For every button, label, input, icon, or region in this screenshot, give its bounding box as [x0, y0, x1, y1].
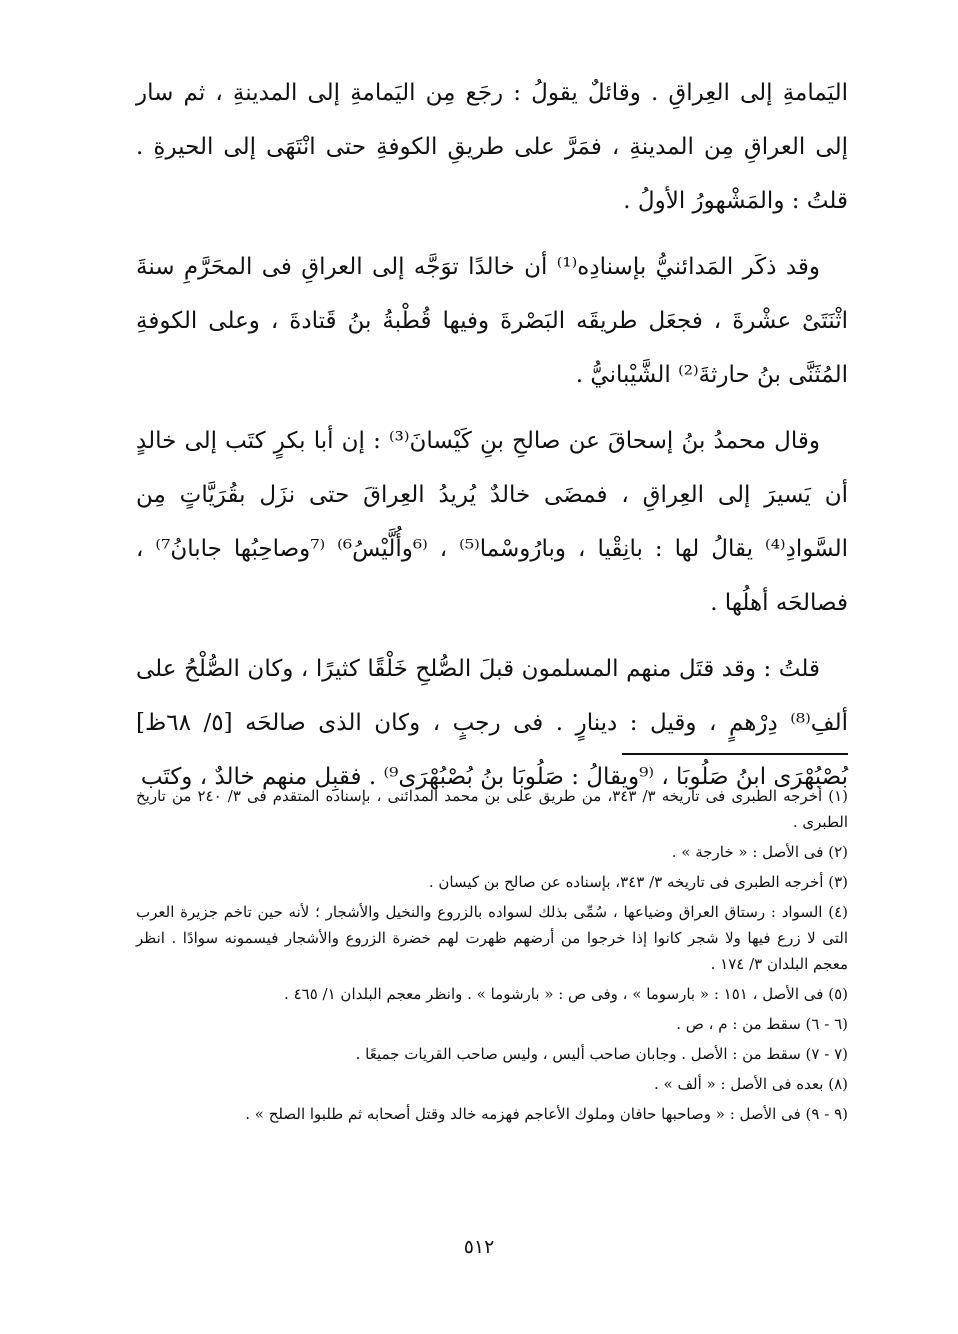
- footnote-5: (٥) فى الأصل ، ١٥١ : « بارسوما » ، وفى ص : « بارشوما » . وانظر معجم البلدان ١/ ٤٦٥ .: [284, 985, 848, 1003]
- footnote-9: (٩ - ٩) فى الأصل : « وصاحبها حافان وملوك الأعاجم فهزمه خالد وقتل أصحابه ثم طلبوا الصلح » .: [245, 1105, 848, 1123]
- paragraph-4: قلتُ : وقد قتَل منهم المسلمون قبلَ الصُّلحِ خَلْقًا كثيرًا ، وكان الصُّلْحُ على ألفِ⁽⁸⁾ دِرْهمٍ ، وقيل : دينارٍ . فى رجبٍ ، وكان الذى صالحَه [٥/ ٦٨ظ] بُصْبُهْرَى ابنُ صَلُوبَا ، ⁽⁹ويقالُ : صَلُوبَا بنُ بُصْبُهْرَى⁹⁾ . فقبِل منهم خالدٌ ، وكتَب: [136, 656, 848, 790]
- footnote-1: (١) أخرجه الطبرى فى تاريخه ٣/ ٣٤٣، من طريق على بن محمد المدائنى ، بإسناده المتقدم فى ٣/ ٢٤٠ من تاريخ الطبرى .: [136, 787, 849, 831]
- footnote-divider: [622, 753, 848, 755]
- page-number: ٥١٢: [463, 1236, 495, 1258]
- paragraph-2: وقد ذكَر المَدائنيُّ بإسنادِه⁽¹⁾ أن خالدًا توَجَّه إلى العراقِ فى المحَرَّمِ سنةَ اثْنَتَىْ عشْرةَ ، فجعَل طريقَه البَصْرةَ وفيها قُطْبةُ بنُ قَتادةَ ، وعلى الكوفةِ المُثَنَّى بنُ حارثةَ⁽²⁾ الشَّيْبانيُّ .: [136, 254, 848, 388]
- footnote-4: (٤) السواد : رستاق العراق وضياعها ، سُمِّى بذلك لسواده بالزروع والنخيل والأشجار ؛ لأنه حين تاخم جزيرة العرب التى لا زرع فيها ولا شجر كانوا إذا خرجوا من أرضهم ظهرت لهم خضرة الزروع والأشجار فيسمونه سوادًا . انظر معجم البلدان ٣/ ١٧٤ .: [136, 903, 848, 973]
- footnote-6: (٦ - ٦) سقط من : م ، ص .: [676, 1015, 848, 1033]
- paragraph-3: وقال محمدُ بنُ إسحاقَ عن صالحِ بنِ كَيْسانَ⁽³⁾ : إن أبا بكرٍ كتَب إلى خالدٍ أن يَسيرَ إلى العِراقِ ، فمضَى خالدٌ يُريدُ العِراقَ حتى نزَل بقُرَيَّاتٍ مِن السَّوادِ⁽⁴⁾ يقالُ لها : بانِقْيا ، وبارُوسْما⁽⁵⁾ ، ⁽⁶وأُلَّيْسُ⁶⁾ ⁽⁷وصاحِبُها جابانُ⁷⁾ ، فصالحَه أهلُها .: [136, 428, 849, 616]
- footnote-8: (٨) بعده فى الأصل : « ألف » .: [654, 1075, 848, 1093]
- paragraph-1: اليَمامةِ إلى العِراقِ . وقائلٌ يقولُ : رجَع مِن اليَمامةِ إلى المدينةِ ، ثم سار إلى العراقِ مِن المدينةِ ، فمَرَّ على طريقِ الكوفةِ حتى انْتَهَى إلى الحيرةِ . قلتُ : والمَشْهورُ الأولُ .: [136, 80, 848, 214]
- footnote-7: (٧ - ٧) سقط من : الأصل . وجابان صاحب أليس ، وليس صاحب القريات جميعًا .: [355, 1045, 848, 1063]
- main-text: [136, 66, 848, 816]
- footnote-3: (٣) أخرجه الطبرى فى تاريخه ٣/ ٣٤٣، بإسناده عن صالح بن كيسان .: [428, 873, 848, 891]
- footnote-2: (٢) فى الأصل : « خارجة » .: [671, 843, 848, 861]
- footnotes: [136, 783, 848, 1131]
